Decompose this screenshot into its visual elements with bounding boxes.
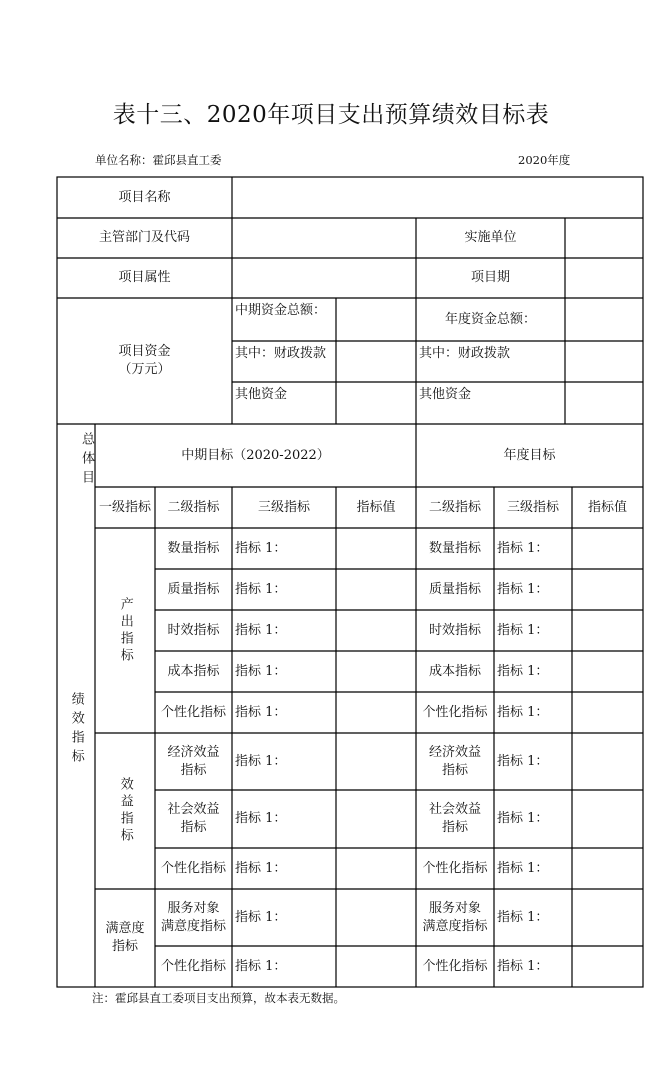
- annual-level2: 个性化指标: [422, 860, 488, 876]
- annual-indicator: 指标 1：: [497, 753, 549, 769]
- header-level2-annual: 二级指标: [428, 499, 481, 515]
- annual-indicator: 指标 1：: [497, 860, 549, 876]
- mid-level2: 服务对象 满意度指标: [160, 900, 226, 934]
- annual-level2: 个性化指标: [422, 704, 488, 720]
- mid-level2: 个性化指标: [160, 958, 226, 974]
- mid-indicator: 指标 1：: [235, 811, 287, 827]
- fiscal-mid-label: 其中：财政拨款: [235, 346, 327, 361]
- project-name-label: 项目名称: [118, 189, 171, 205]
- annual-level2: 质量指标: [428, 581, 481, 597]
- annual-level2: 经济效益 指标: [428, 744, 481, 778]
- budget-year: 2020年度: [518, 153, 571, 167]
- dept-code-label: 主管部门及代码: [98, 230, 190, 246]
- header-value-annual: 指标值: [587, 499, 627, 515]
- footnote: 注：霍邱县直工委项目支出预算，故本表无数据。: [92, 991, 345, 1005]
- annual-indicator: 指标 1：: [497, 909, 549, 925]
- header-value-mid: 指标值: [356, 499, 396, 515]
- header-level2-mid: 二级指标: [167, 499, 220, 515]
- mid-level2: 成本指标: [167, 663, 220, 679]
- mid-indicator: 指标 1：: [235, 581, 287, 597]
- group-output: 产出指标: [117, 596, 133, 665]
- annual-indicator: 指标 1：: [497, 663, 549, 679]
- header-level3-annual: 三级指标: [506, 499, 559, 515]
- mid-level2: 时效指标: [167, 622, 220, 638]
- page-title: 表十三、2020年项目支出预算绩效目标表: [112, 102, 550, 128]
- mid-level2: 个性化指标: [160, 704, 226, 720]
- annual-indicator: 指标 1：: [497, 958, 549, 974]
- annual-indicator: 指标 1：: [497, 704, 549, 720]
- annual-indicator: 指标 1：: [497, 540, 549, 556]
- overall-label: 总体目: [79, 431, 94, 489]
- other-mid-label: 其他资金: [235, 387, 288, 402]
- annual-level2: 成本指标: [428, 663, 481, 679]
- fiscal-annual-label: 其中：财政拨款: [419, 346, 511, 361]
- annual-indicator: 指标 1：: [497, 622, 549, 638]
- annual-target-header: 年度目标: [503, 447, 556, 463]
- annual-total-label: 年度资金总额：: [444, 311, 536, 327]
- perf-label: 绩效指标: [68, 692, 84, 768]
- annual-level2: 服务对象 满意度指标: [422, 900, 488, 934]
- mid-indicator: 指标 1：: [235, 540, 287, 556]
- impl-unit-label: 实施单位: [464, 230, 517, 246]
- mid-level2: 质量指标: [167, 581, 220, 597]
- period-label: 项目期: [470, 270, 510, 286]
- mid-indicator: 指标 1：: [235, 704, 287, 720]
- annual-level2: 个性化指标: [422, 958, 488, 974]
- mid-level2: 经济效益 指标: [167, 744, 220, 778]
- group-satisfaction: 满意度 指标: [105, 921, 145, 954]
- annual-level2: 数量指标: [428, 540, 481, 556]
- mid-indicator: 指标 1：: [235, 958, 287, 974]
- other-annual-label: 其他资金: [419, 387, 472, 402]
- annual-indicator: 指标 1：: [497, 811, 549, 827]
- mid-level2: 数量指标: [167, 540, 220, 556]
- mid-total-label: 中期资金总额：: [235, 303, 327, 318]
- header-level3-mid: 三级指标: [257, 499, 310, 515]
- attribute-label: 项目属性: [118, 270, 171, 286]
- group-benefit: 效益指标: [117, 777, 133, 845]
- mid-indicator: 指标 1：: [235, 909, 287, 925]
- mid-target-header: 中期目标（2020-2022）: [181, 447, 330, 463]
- header-level1: 一级指标: [98, 499, 151, 515]
- funds-label: 项目资金 （万元）: [118, 344, 171, 377]
- mid-level2: 社会效益 指标: [167, 802, 220, 835]
- annual-level2: 时效指标: [428, 622, 481, 638]
- mid-indicator: 指标 1：: [235, 753, 287, 769]
- mid-indicator: 指标 1：: [235, 860, 287, 876]
- annual-level2: 社会效益 指标: [428, 802, 481, 835]
- mid-indicator: 指标 1：: [235, 622, 287, 638]
- unit-name: 单位名称：霍邱县直工委: [95, 153, 222, 167]
- mid-indicator: 指标 1：: [235, 663, 287, 679]
- annual-indicator: 指标 1：: [497, 581, 549, 597]
- mid-level2: 个性化指标: [160, 860, 226, 876]
